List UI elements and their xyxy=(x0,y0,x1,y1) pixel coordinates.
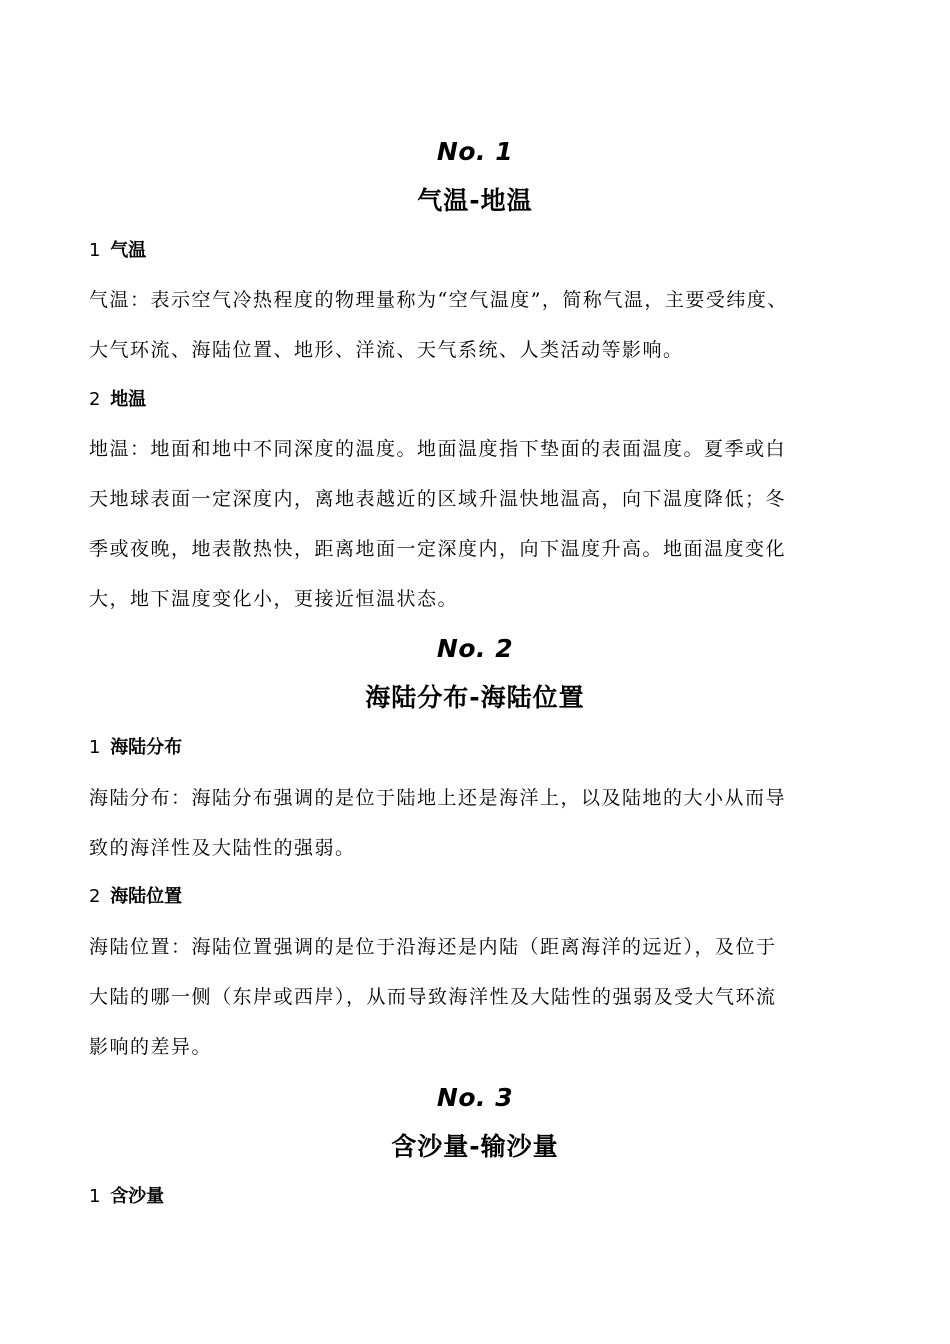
paragraph-line: 大，地下温度变化小，更接近恒温状态。 xyxy=(89,588,459,610)
paragraph-line: 天地球表面一定深度内，离地表越近的区域升温快地温高，向下温度降低；冬 xyxy=(89,488,787,510)
paragraph-line: 海陆分布：海陆分布强调的是位于陆地上还是海洋上，以及陆地的大小从而导 xyxy=(89,787,787,809)
section-title: 海陆分布-海陆位置 xyxy=(365,683,585,712)
section-number: No. 1 xyxy=(436,137,514,166)
paragraph-line: 影响的差异。 xyxy=(89,1036,213,1058)
subsection-heading xyxy=(89,239,146,263)
paragraph-line: 致的海洋性及大陆性的强弱。 xyxy=(89,837,356,859)
paragraph-line: 海陆位置：海陆位置强调的是位于沿海还是内陆（距离海洋的远近），及位于 xyxy=(89,936,777,958)
subsection-label: 气温 xyxy=(110,240,147,261)
subsection-number: 2 xyxy=(89,886,101,907)
paragraph xyxy=(89,784,879,884)
subsection-label: 海陆位置 xyxy=(110,886,183,907)
section-title: 含沙量-输沙量 xyxy=(391,1132,559,1161)
paragraph xyxy=(89,933,879,1083)
section-number: No. 2 xyxy=(436,634,514,663)
subsection-heading xyxy=(89,388,146,412)
subsection-number: 1 xyxy=(89,1186,101,1207)
subsection-heading xyxy=(89,1185,164,1209)
subsection-heading xyxy=(89,736,182,760)
paragraph-line: 大陆的哪一侧（东岸或西岸），从而导致海洋性及大陆性的强弱及受大气环流 xyxy=(89,986,777,1008)
paragraph-line: 季或夜晚，地表散热快，距离地面一定深度内，向下温度升高。地面温度变化 xyxy=(89,538,787,560)
subsection-heading xyxy=(89,885,182,909)
paragraph xyxy=(89,286,879,386)
section-number: No. 3 xyxy=(436,1083,514,1112)
subsection-label: 地温 xyxy=(110,389,147,410)
subsection-label: 海陆分布 xyxy=(110,737,183,758)
section-title: 气温-地温 xyxy=(417,186,533,215)
subsection-number: 1 xyxy=(89,737,101,758)
paragraph-line: 地温：地面和地中不同深度的温度。地面温度指下垫面的表面温度。夏季或白 xyxy=(89,438,787,460)
paragraph-line: 气温：表示空气冷热程度的物理量称为“空气温度”，简称气温，主要受纬度、 xyxy=(89,289,788,311)
subsection-number: 2 xyxy=(89,389,101,410)
paragraph-line: 大气环流、海陆位置、地形、洋流、天气系统、人类活动等影响。 xyxy=(89,339,684,361)
paragraph xyxy=(89,435,879,635)
subsection-number: 1 xyxy=(89,240,101,261)
subsection-label: 含沙量 xyxy=(110,1186,165,1207)
